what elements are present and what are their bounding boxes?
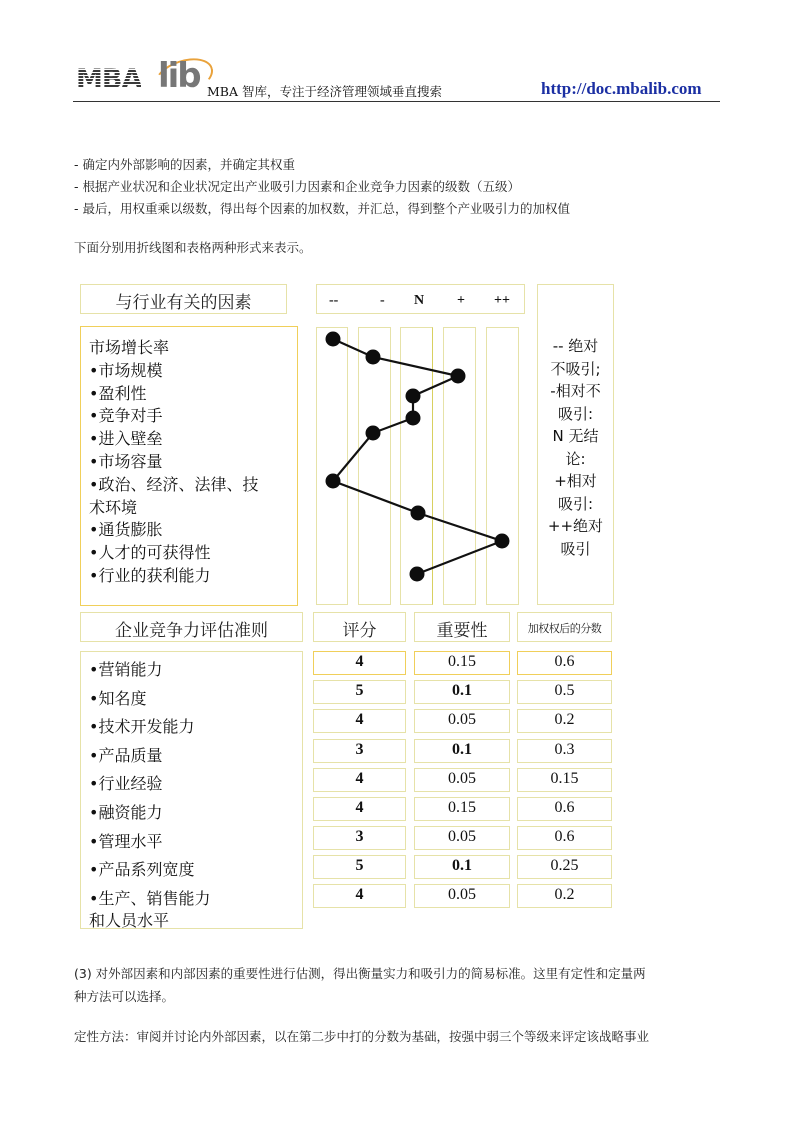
rating-legend: -- 绝对 不吸引; -相对不 吸引: N 无结 论: +相对 吸引: ++绝对 吸引 bbox=[547, 337, 604, 558]
scale-label-positive: + bbox=[457, 293, 465, 308]
importance-cell: 0.1 bbox=[414, 855, 510, 879]
score-cell: 5 bbox=[313, 680, 406, 704]
industry-factors-header: 与行业有关的因素 bbox=[80, 284, 287, 314]
logo-mba-text: MBA bbox=[76, 64, 142, 95]
intro-bullet-1: - 确定内外部影响的因素，并确定其权重 bbox=[74, 157, 295, 172]
scale-label-very-positive: ++ bbox=[494, 293, 510, 308]
factor-item: •盈利性 bbox=[89, 383, 147, 403]
scale-label-very-negative: -- bbox=[329, 293, 339, 308]
importance-column-header: 重要性 bbox=[414, 612, 510, 642]
criteria-item: •产品质量 bbox=[89, 745, 163, 765]
factor-item: •市场规模 bbox=[89, 360, 163, 380]
scale-label-negative: - bbox=[380, 293, 385, 308]
factor-item: •政治、经济、法律、技 bbox=[89, 474, 259, 494]
weighted-cell: 0.5 bbox=[517, 680, 612, 704]
score-cell: 3 bbox=[313, 739, 406, 763]
weighted-score-column-header: 加权权后的分数 bbox=[517, 612, 612, 642]
weighted-cell: 0.15 bbox=[517, 768, 612, 792]
criteria-item: •融资能力 bbox=[89, 802, 163, 822]
criteria-item: •生产、销售能力 bbox=[89, 888, 211, 908]
importance-cell: 0.15 bbox=[414, 797, 510, 821]
weighted-cell: 0.6 bbox=[517, 826, 612, 850]
importance-cell: 0.05 bbox=[414, 768, 510, 792]
logo-lib-text: lib bbox=[158, 56, 200, 96]
factor-item: •通货膨胀 bbox=[89, 520, 163, 540]
site-url-link[interactable]: http://doc.mbalib.com bbox=[541, 79, 702, 98]
criteria-item: •管理水平 bbox=[89, 831, 163, 851]
criteria-item: •营销能力 bbox=[89, 660, 163, 679]
outro-paragraph-1-line-1: (3) 对外部因素和内部因素的重要性进行估测，得出衡量实力和吸引力的简易标准。这里有定性和定量两 bbox=[74, 966, 646, 981]
factor-item: 市场增长率 bbox=[89, 338, 170, 357]
importance-cell: 0.05 bbox=[414, 709, 510, 733]
weighted-cell: 0.3 bbox=[517, 739, 612, 763]
competitiveness-header: 企业竞争力评估准则 bbox=[80, 612, 303, 642]
criteria-item-continuation: 和人员水平 bbox=[89, 910, 170, 930]
importance-cell: 0.05 bbox=[414, 884, 510, 908]
intro-bullet-3: - 最后，用权重乘以级数，得出每个因素的加权数，并汇总，得到整个产业吸引力的加权值 bbox=[74, 201, 570, 216]
intro-bullet-2: - 根据产业状况和企业状况定出产业吸引力因素和企业竞争力因素的级数（五级） bbox=[74, 179, 520, 194]
criteria-item: •产品系列宽度 bbox=[89, 860, 195, 880]
criteria-item: •技术开发能力 bbox=[89, 717, 195, 737]
factor-item: •行业的获利能力 bbox=[89, 565, 211, 585]
factor-item: •市场容量 bbox=[89, 451, 163, 471]
score-column-header: 评分 bbox=[313, 612, 406, 642]
criteria-item: •知名度 bbox=[89, 688, 147, 708]
outro-paragraph-2: 定性方法：审阅并讨论内外部因素，以在第二步中打的分数为基础，按强中弱三个等级来评定该战略事业 bbox=[74, 1029, 650, 1044]
header-tagline: MBA 智库，专注于经济管理领域垂直搜索 bbox=[207, 84, 442, 99]
factor-item: 术环境 bbox=[89, 497, 138, 517]
importance-cell: 0.1 bbox=[414, 739, 510, 763]
factor-item: •进入壁垒 bbox=[89, 429, 163, 449]
criteria-list bbox=[89, 656, 210, 932]
score-cell: 4 bbox=[313, 651, 406, 675]
intro-lead: 下面分别用折线图和表格两种形式来表示。 bbox=[74, 240, 312, 255]
importance-cell: 0.1 bbox=[414, 680, 510, 704]
importance-cell: 0.05 bbox=[414, 826, 510, 850]
score-cell: 4 bbox=[313, 709, 406, 733]
outro-paragraph-1-line-2: 种方法可以选择。 bbox=[74, 989, 175, 1004]
score-cell: 5 bbox=[313, 855, 406, 879]
factor-item: •人才的可获得性 bbox=[89, 543, 211, 563]
factor-item: •竞争对手 bbox=[89, 406, 163, 426]
weighted-cell: 0.25 bbox=[517, 855, 612, 879]
weighted-cell: 0.2 bbox=[517, 884, 612, 908]
score-cell: 3 bbox=[313, 826, 406, 850]
score-cell: 4 bbox=[313, 797, 406, 821]
weighted-cell: 0.6 bbox=[517, 651, 612, 675]
scale-label-neutral: N bbox=[414, 293, 425, 308]
weighted-cell: 0.6 bbox=[517, 797, 612, 821]
score-cell: 4 bbox=[313, 884, 406, 908]
importance-cell: 0.15 bbox=[414, 651, 510, 675]
competitiveness-criteria-box bbox=[80, 651, 303, 929]
score-cell: 4 bbox=[313, 768, 406, 792]
criteria-item: •行业经验 bbox=[89, 774, 163, 794]
weighted-cell: 0.2 bbox=[517, 709, 612, 733]
